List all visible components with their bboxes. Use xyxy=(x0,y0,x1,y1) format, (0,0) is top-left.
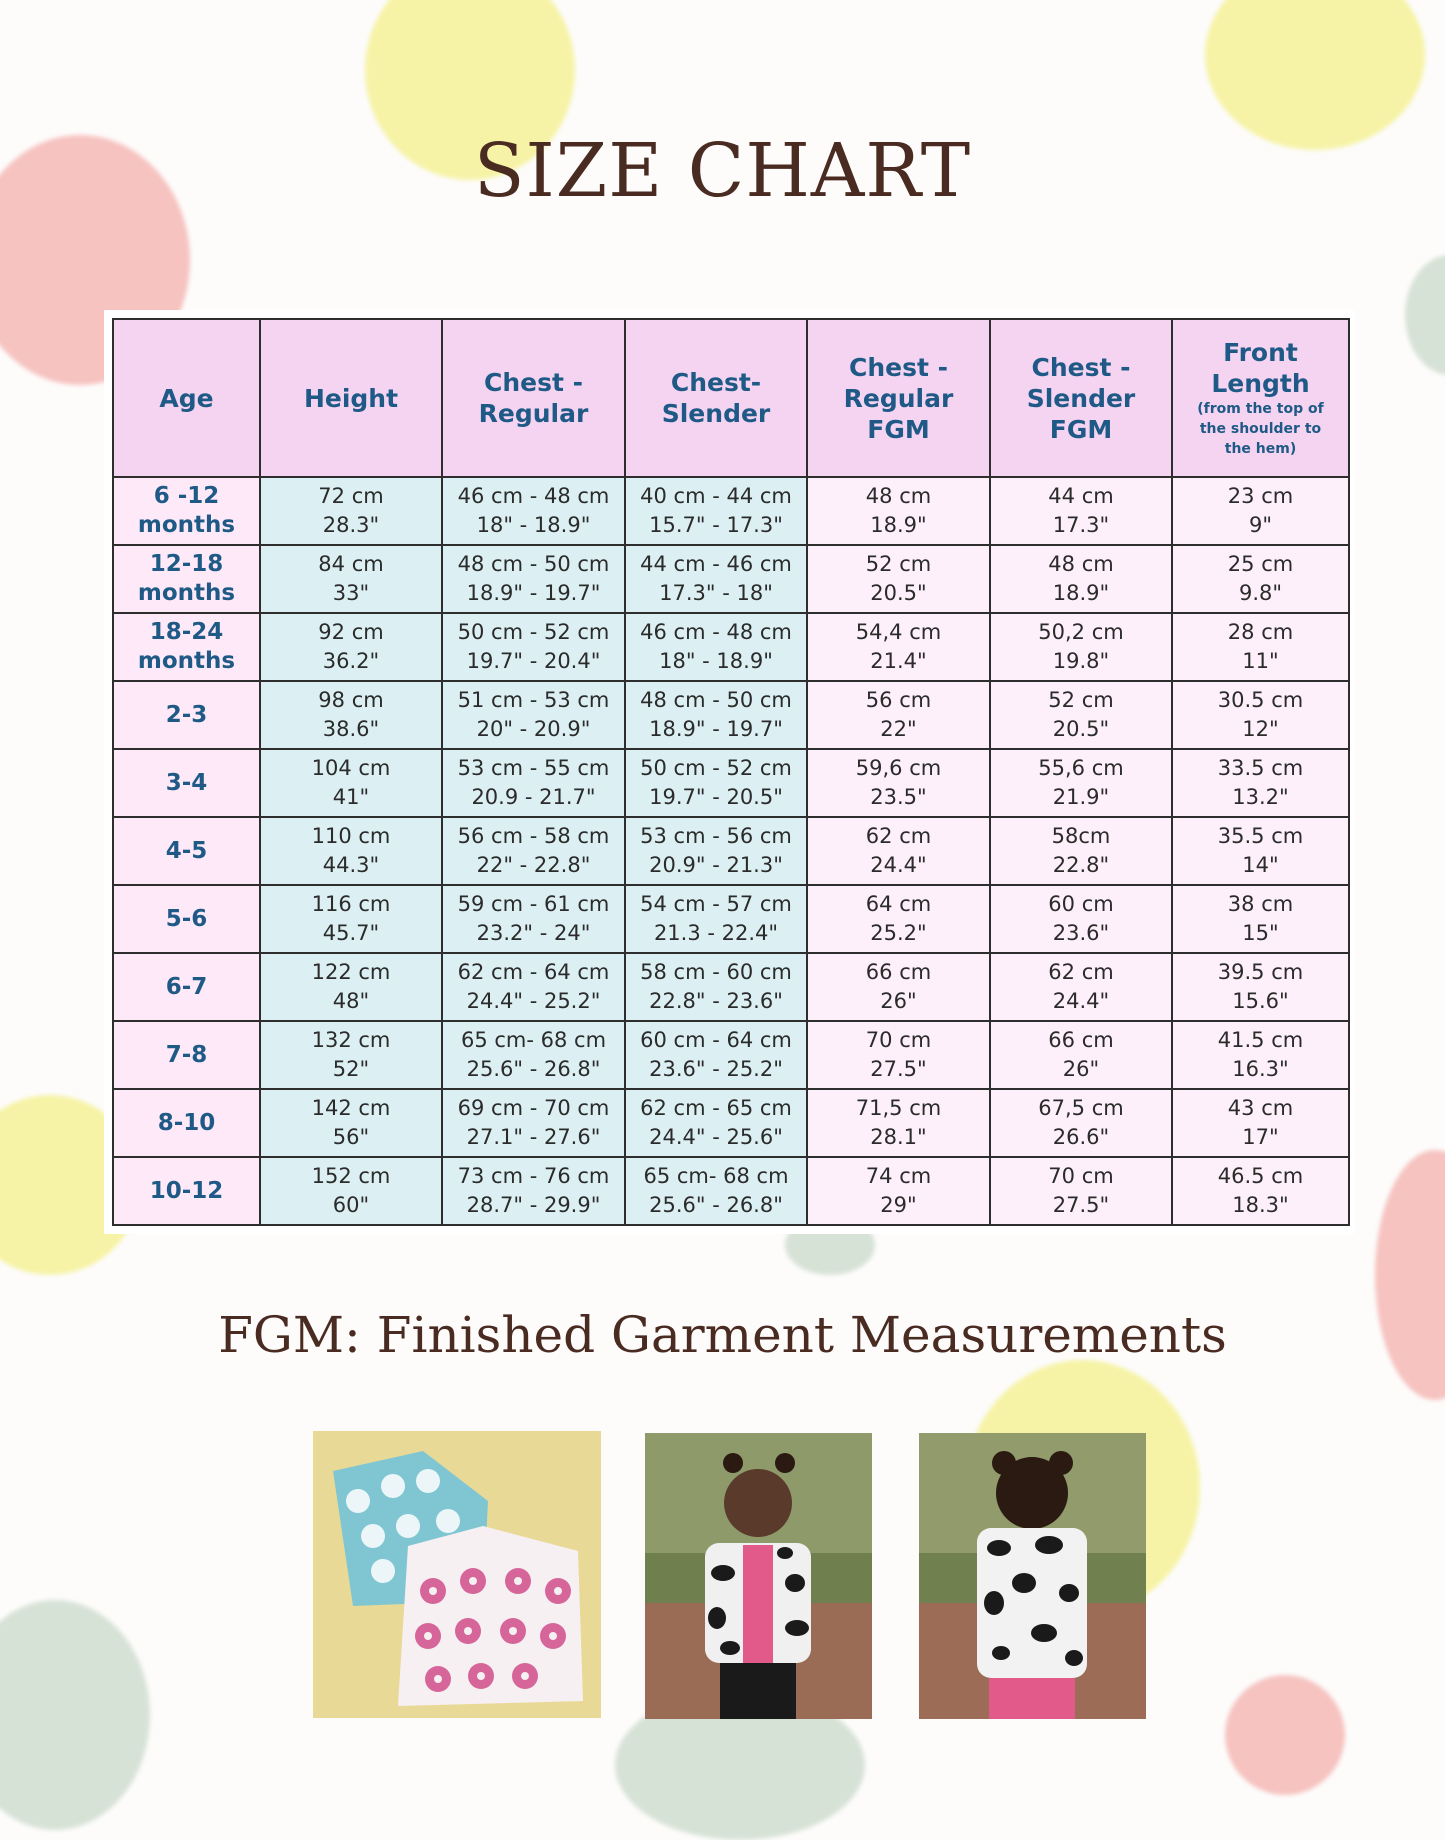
imperial-value: 24.4" xyxy=(1052,989,1110,1013)
imperial-value: 25.6" - 26.8" xyxy=(649,1193,783,1217)
header-age: Age xyxy=(113,319,260,477)
metric-value: 71,5 cm xyxy=(855,1096,942,1120)
age-cell: 3-4 xyxy=(113,749,260,817)
measurement-cell xyxy=(990,817,1172,885)
measurement-cell xyxy=(1172,1089,1349,1157)
metric-value: 54 cm - 57 cm xyxy=(640,892,792,916)
measurement-cell xyxy=(1172,545,1349,613)
measurement-cell xyxy=(625,477,807,545)
metric-value: 104 cm xyxy=(311,756,391,780)
age-cell: 12-18 months xyxy=(113,545,260,613)
imperial-value: 23.6" xyxy=(1052,921,1110,945)
measurement-cell xyxy=(807,1089,990,1157)
metric-value: 69 cm - 70 cm xyxy=(457,1096,610,1120)
measurement-cell xyxy=(260,1021,442,1089)
imperial-value: 21.3 - 22.4" xyxy=(653,921,779,945)
imperial-value: 20.5" xyxy=(1052,717,1110,741)
metric-value: 46 cm - 48 cm xyxy=(457,484,610,508)
table-row xyxy=(113,613,1349,681)
imperial-value: 11" xyxy=(1242,649,1279,673)
measurement-cell xyxy=(625,817,807,885)
table-row xyxy=(113,1021,1349,1089)
child-back-photo xyxy=(919,1433,1146,1719)
metric-value: 53 cm - 56 cm xyxy=(640,824,792,848)
imperial-value: 45.7" xyxy=(322,921,380,945)
metric-value: 62 cm - 64 cm xyxy=(457,960,610,984)
imperial-value: 25.6" - 26.8" xyxy=(466,1057,601,1081)
table-row xyxy=(113,953,1349,1021)
measurement-cell xyxy=(1172,885,1349,953)
measurement-cell xyxy=(625,885,807,953)
measurement-cell xyxy=(990,545,1172,613)
age-cell: 8-10 xyxy=(113,1089,260,1157)
imperial-value: 15.7" - 17.3" xyxy=(649,513,783,537)
vests-product-photo xyxy=(313,1431,601,1718)
measurement-cell xyxy=(1172,817,1349,885)
child-back-illustration-icon xyxy=(919,1433,1146,1719)
measurement-cell xyxy=(990,749,1172,817)
imperial-value: 22.8" - 23.6" xyxy=(649,989,783,1013)
imperial-value: 20.5" xyxy=(870,581,927,605)
imperial-value: 27.1" - 27.6" xyxy=(466,1125,601,1149)
measurement-cell xyxy=(442,953,625,1021)
measurement-cell xyxy=(625,953,807,1021)
metric-value: 25 cm xyxy=(1227,552,1294,576)
imperial-value: 26" xyxy=(1062,1057,1100,1081)
table-row xyxy=(113,885,1349,953)
metric-value: 58cm xyxy=(1051,824,1111,848)
child-front-photo xyxy=(645,1433,872,1719)
metric-value: 48 cm xyxy=(865,484,932,508)
measurement-cell xyxy=(442,817,625,885)
measurement-cell xyxy=(625,749,807,817)
imperial-value: 44.3" xyxy=(322,853,380,877)
age-cell: 10-12 xyxy=(113,1157,260,1225)
imperial-value: 17" xyxy=(1242,1125,1279,1149)
metric-value: 59 cm - 61 cm xyxy=(457,892,610,916)
measurement-cell xyxy=(990,885,1172,953)
table-row xyxy=(113,477,1349,545)
table-row xyxy=(113,681,1349,749)
imperial-value: 19.7" - 20.5" xyxy=(649,785,783,809)
metric-value: 44 cm xyxy=(1048,484,1114,508)
measurement-cell xyxy=(990,1021,1172,1089)
measurement-cell xyxy=(990,477,1172,545)
size-chart-table xyxy=(112,318,1350,1226)
age-cell: 6 -12 months xyxy=(113,477,260,545)
imperial-value: 41" xyxy=(332,785,370,809)
measurement-cell xyxy=(990,953,1172,1021)
measurement-cell xyxy=(625,1021,807,1089)
imperial-value: 18.9" xyxy=(870,513,927,537)
imperial-value: 9" xyxy=(1248,513,1273,537)
metric-value: 50 cm - 52 cm xyxy=(457,620,610,644)
metric-value: 46.5 cm xyxy=(1217,1164,1304,1188)
imperial-value: 27.5" xyxy=(870,1057,927,1081)
metric-value: 122 cm xyxy=(311,960,391,984)
metric-value: 67,5 cm xyxy=(1038,1096,1124,1120)
metric-value: 51 cm - 53 cm xyxy=(457,688,610,712)
measurement-cell xyxy=(442,681,625,749)
imperial-value: 20" - 20.9" xyxy=(476,717,591,741)
imperial-value: 27.5" xyxy=(1052,1193,1110,1217)
imperial-value: 23.5" xyxy=(870,785,927,809)
imperial-value: 19.7" - 20.4" xyxy=(466,649,601,673)
imperial-value: 26.6" xyxy=(1052,1125,1110,1149)
table-row xyxy=(113,1089,1349,1157)
imperial-value: 36.2" xyxy=(322,649,380,673)
metric-value: 23 cm xyxy=(1227,484,1294,508)
imperial-value: 18.9" - 19.7" xyxy=(466,581,601,605)
metric-value: 74 cm xyxy=(865,1164,932,1188)
imperial-value: 21.9" xyxy=(1052,785,1110,809)
imperial-value: 24.4" xyxy=(870,853,927,877)
metric-value: 70 cm xyxy=(865,1028,932,1052)
metric-value: 54,4 cm xyxy=(855,620,942,644)
measurement-cell xyxy=(990,1089,1172,1157)
table-row xyxy=(113,817,1349,885)
imperial-value: 20.9" - 21.3" xyxy=(649,853,783,877)
metric-value: 39.5 cm xyxy=(1217,960,1304,984)
measurement-cell xyxy=(807,953,990,1021)
imperial-value: 14" xyxy=(1242,853,1279,877)
metric-value: 41.5 cm xyxy=(1217,1028,1304,1052)
metric-value: 62 cm xyxy=(865,824,932,848)
measurement-cell xyxy=(807,749,990,817)
measurement-cell xyxy=(442,545,625,613)
metric-value: 92 cm xyxy=(318,620,384,644)
metric-value: 72 cm xyxy=(318,484,384,508)
metric-value: 46 cm - 48 cm xyxy=(640,620,792,644)
metric-value: 48 cm - 50 cm xyxy=(457,552,610,576)
imperial-value: 33" xyxy=(332,581,370,605)
measurement-cell xyxy=(807,885,990,953)
metric-value: 59,6 cm xyxy=(855,756,942,780)
metric-value: 152 cm xyxy=(311,1164,391,1188)
metric-value: 60 cm - 64 cm xyxy=(640,1028,792,1052)
measurement-cell xyxy=(990,613,1172,681)
imperial-value: 19.8" xyxy=(1052,649,1110,673)
imperial-value: 26" xyxy=(880,989,917,1013)
imperial-value: 20.9 - 21.7" xyxy=(471,785,596,809)
measurement-cell xyxy=(807,1021,990,1089)
decor-green-blob xyxy=(1405,255,1445,375)
decor-pink-blob xyxy=(1225,1675,1345,1795)
imperial-value: 24.4" - 25.2" xyxy=(466,989,601,1013)
imperial-value: 60" xyxy=(332,1193,370,1217)
metric-value: 70 cm xyxy=(1048,1164,1114,1188)
measurement-cell xyxy=(990,1157,1172,1225)
measurement-cell xyxy=(807,477,990,545)
metric-value: 50,2 cm xyxy=(1038,620,1124,644)
imperial-value: 12" xyxy=(1242,717,1279,741)
measurement-cell xyxy=(1172,749,1349,817)
header-chest-regular: Chest - Regular xyxy=(442,319,625,477)
table-row xyxy=(113,545,1349,613)
metric-value: 48 cm - 50 cm xyxy=(640,688,792,712)
imperial-value: 15.6" xyxy=(1232,989,1289,1013)
vests-illustration-icon xyxy=(313,1431,601,1718)
measurement-cell xyxy=(625,1089,807,1157)
header-height: Height xyxy=(260,319,442,477)
fgm-footnote: FGM: Finished Garment Measurements xyxy=(218,1306,1227,1364)
imperial-value: 28.7" - 29.9" xyxy=(466,1193,601,1217)
metric-value: 44 cm - 46 cm xyxy=(640,552,792,576)
measurement-cell xyxy=(807,681,990,749)
metric-value: 55,6 cm xyxy=(1038,756,1124,780)
imperial-value: 23.2" - 24" xyxy=(476,921,591,945)
imperial-value: 21.4" xyxy=(870,649,927,673)
imperial-value: 38.6" xyxy=(322,717,380,741)
measurement-cell xyxy=(990,681,1172,749)
measurement-cell xyxy=(442,749,625,817)
measurement-cell xyxy=(1172,681,1349,749)
measurement-cell xyxy=(442,613,625,681)
imperial-value: 22" xyxy=(880,717,917,741)
metric-value: 66 cm xyxy=(1048,1028,1114,1052)
table-header-row xyxy=(113,319,1349,477)
imperial-value: 13.2" xyxy=(1232,785,1289,809)
imperial-value: 25.2" xyxy=(870,921,927,945)
metric-value: 43 cm xyxy=(1227,1096,1294,1120)
imperial-value: 24.4" - 25.6" xyxy=(649,1125,783,1149)
imperial-value: 9.8" xyxy=(1238,581,1283,605)
metric-value: 30.5 cm xyxy=(1217,688,1304,712)
imperial-value: 28.1" xyxy=(870,1125,927,1149)
measurement-cell xyxy=(625,1157,807,1225)
metric-value: 33.5 cm xyxy=(1217,756,1304,780)
measurement-cell xyxy=(260,817,442,885)
metric-value: 66 cm xyxy=(865,960,932,984)
measurement-cell xyxy=(260,749,442,817)
metric-value: 50 cm - 52 cm xyxy=(640,756,792,780)
metric-value: 110 cm xyxy=(311,824,391,848)
metric-value: 38 cm xyxy=(1227,892,1294,916)
metric-value: 132 cm xyxy=(311,1028,391,1052)
metric-value: 53 cm - 55 cm xyxy=(457,756,610,780)
measurement-cell xyxy=(1172,953,1349,1021)
imperial-value: 18" - 18.9" xyxy=(659,649,773,673)
imperial-value: 23.6" - 25.2" xyxy=(649,1057,783,1081)
measurement-cell xyxy=(260,885,442,953)
age-cell: 6-7 xyxy=(113,953,260,1021)
imperial-value: 18.3" xyxy=(1232,1193,1289,1217)
metric-value: 64 cm xyxy=(865,892,932,916)
header-chest-regular-fgm: Chest - Regular FGM xyxy=(807,319,990,477)
measurement-cell xyxy=(442,1089,625,1157)
metric-value: 56 cm - 58 cm xyxy=(457,824,610,848)
measurement-cell xyxy=(807,613,990,681)
decor-green-blob xyxy=(0,1600,150,1830)
page-title: SIZE CHART xyxy=(473,128,972,214)
metric-value: 35.5 cm xyxy=(1217,824,1304,848)
metric-value: 62 cm xyxy=(1048,960,1114,984)
header-front-length-note: (from the top of the shoulder to the hem) xyxy=(1197,401,1324,457)
metric-value: 65 cm- 68 cm xyxy=(460,1028,607,1052)
measurement-cell xyxy=(625,613,807,681)
imperial-value: 22.8" xyxy=(1052,853,1110,877)
measurement-cell xyxy=(625,545,807,613)
imperial-value: 17.3" - 18" xyxy=(659,581,773,605)
measurement-cell xyxy=(1172,1021,1349,1089)
header-chest-slender-fgm: Chest - Slender FGM xyxy=(990,319,1172,477)
metric-value: 84 cm xyxy=(318,552,384,576)
metric-value: 116 cm xyxy=(311,892,391,916)
child-front-illustration-icon xyxy=(645,1433,872,1719)
imperial-value: 15" xyxy=(1242,921,1279,945)
measurement-cell xyxy=(260,953,442,1021)
table-row xyxy=(113,749,1349,817)
measurement-cell xyxy=(442,1157,625,1225)
metric-value: 65 cm- 68 cm xyxy=(643,1164,789,1188)
metric-value: 56 cm xyxy=(865,688,932,712)
metric-value: 48 cm xyxy=(1048,552,1114,576)
measurement-cell xyxy=(260,681,442,749)
metric-value: 62 cm - 65 cm xyxy=(640,1096,792,1120)
metric-value: 142 cm xyxy=(311,1096,391,1120)
age-cell: 5-6 xyxy=(113,885,260,953)
imperial-value: 48" xyxy=(332,989,370,1013)
measurement-cell xyxy=(442,1021,625,1089)
metric-value: 28 cm xyxy=(1227,620,1294,644)
header-front-length: Front Length (from the top of the shoulder to the hem) xyxy=(1172,319,1349,477)
imperial-value: 18" - 18.9" xyxy=(476,513,591,537)
measurement-cell xyxy=(625,681,807,749)
measurement-cell xyxy=(807,545,990,613)
age-cell: 7-8 xyxy=(113,1021,260,1089)
age-cell: 4-5 xyxy=(113,817,260,885)
metric-value: 58 cm - 60 cm xyxy=(640,960,792,984)
age-cell: 18-24 months xyxy=(113,613,260,681)
header-chest-slender: Chest- Slender xyxy=(625,319,807,477)
measurement-cell xyxy=(1172,613,1349,681)
metric-value: 98 cm xyxy=(318,688,384,712)
measurement-cell xyxy=(807,817,990,885)
measurement-cell xyxy=(1172,1157,1349,1225)
imperial-value: 17.3" xyxy=(1052,513,1110,537)
measurement-cell xyxy=(442,477,625,545)
imperial-value: 22" - 22.8" xyxy=(476,853,591,877)
table-row xyxy=(113,1157,1349,1225)
metric-value: 40 cm - 44 cm xyxy=(640,484,792,508)
measurement-cell xyxy=(442,885,625,953)
imperial-value: 56" xyxy=(332,1125,370,1149)
imperial-value: 29" xyxy=(880,1193,917,1217)
measurement-cell xyxy=(260,1157,442,1225)
size-chart-table-container xyxy=(104,310,1354,1234)
imperial-value: 18.9" - 19.7" xyxy=(649,717,783,741)
metric-value: 52 cm xyxy=(1048,688,1114,712)
metric-value: 52 cm xyxy=(865,552,932,576)
metric-value: 60 cm xyxy=(1048,892,1114,916)
measurement-cell xyxy=(260,613,442,681)
measurement-cell xyxy=(260,477,442,545)
metric-value: 73 cm - 76 cm xyxy=(457,1164,610,1188)
age-cell: 2-3 xyxy=(113,681,260,749)
imperial-value: 28.3" xyxy=(322,513,380,537)
measurement-cell xyxy=(1172,477,1349,545)
measurement-cell xyxy=(260,1089,442,1157)
imperial-value: 18.9" xyxy=(1052,581,1110,605)
measurement-cell xyxy=(260,545,442,613)
imperial-value: 16.3" xyxy=(1232,1057,1289,1081)
measurement-cell xyxy=(807,1157,990,1225)
imperial-value: 52" xyxy=(332,1057,370,1081)
